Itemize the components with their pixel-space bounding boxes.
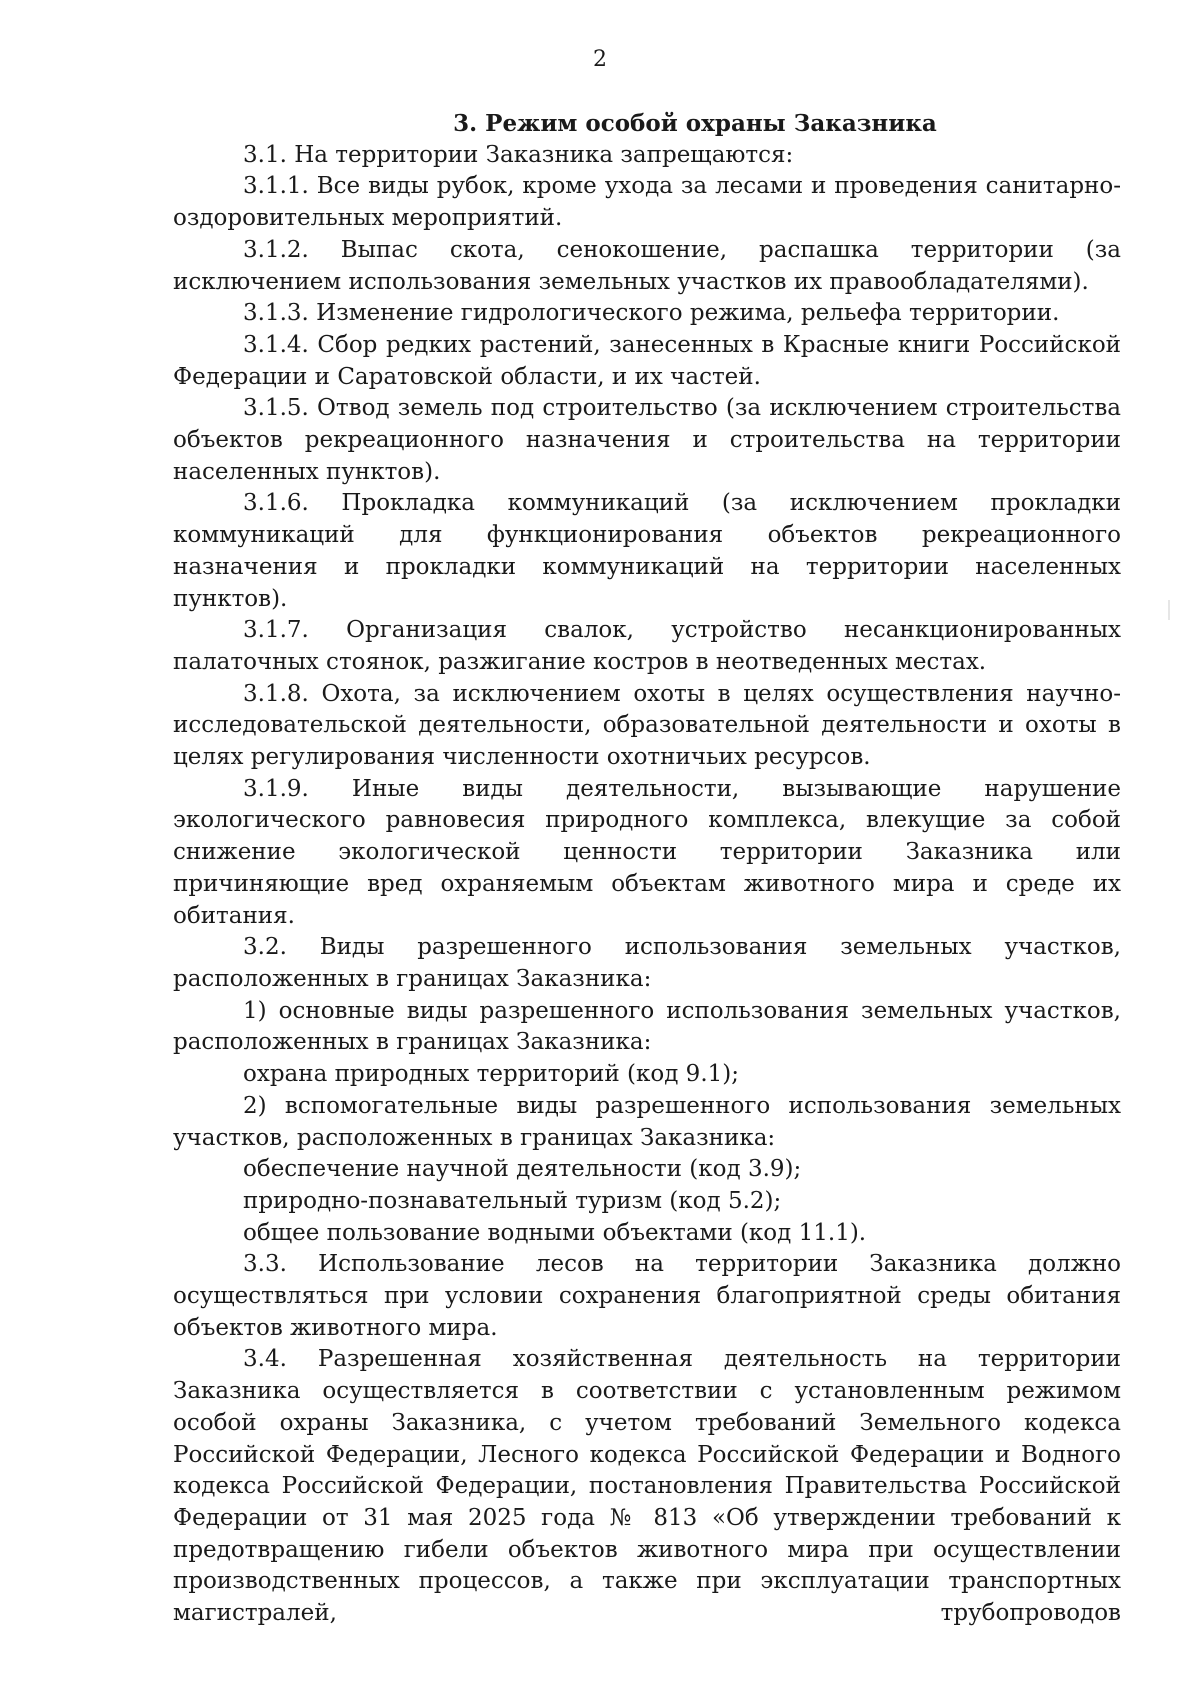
paragraph-3-2: 3.2. Виды разрешенного использования земельных участков, расположенных в границах Заказника: <box>173 934 1121 992</box>
list-entry-nature-tourism: природно-познавательный туризм (код 5.2); <box>243 1187 782 1214</box>
paragraph-3-1-7: 3.1.7. Организация свалок, устройство несанкционированных палаточных стоянок, разжигание костров в неотведенных местах. <box>173 617 1121 675</box>
section-heading: 3. Режим особой охраны Заказника <box>453 110 937 137</box>
paragraph-3-1: 3.1. На территории Заказника запрещаются: <box>243 141 794 168</box>
document-body <box>173 108 1121 1630</box>
paragraph-3-3: 3.3. Использование лесов на территории Заказника должно осуществляться при условии сохранения благоприятной среды обитания объектов животного мира. <box>173 1251 1121 1341</box>
paragraph-3-1-1: 3.1.1. Все виды рубок, кроме ухода за лесами и проведения санитарно-оздоровительных мероприятий. <box>173 173 1121 232</box>
list-entry-water-use: общее пользование водными объектами (код 11.1). <box>243 1219 867 1246</box>
paragraph-3-1-6: 3.1.6. Прокладка коммуникаций (за исключением прокладки коммуникаций для функционирования объектов рекреационного назначения и прокладки коммуникаций на территории населенных пунктов). <box>173 490 1121 612</box>
list-item-auxiliary-uses: 2) вспомогательные виды разрешенного использования земельных участков, расположенных в границах Заказника: <box>173 1092 1121 1151</box>
paragraph-3-1-5: 3.1.5. Отвод земель под строительство (за исключением строительства объектов рекреационного назначения и строительства на территории населенных пунктов). <box>173 395 1121 485</box>
list-entry-scientific-activity: обеспечение научной деятельности (код 3.9); <box>243 1156 802 1183</box>
list-entry-nature-protection: охрана природных территорий (код 9.1); <box>243 1061 739 1088</box>
list-item-main-uses: 1) основные виды разрешенного использования земельных участков, расположенных в границах Заказника: <box>173 997 1121 1056</box>
paragraph-3-1-9: 3.1.9. Иные виды деятельности, вызывающие нарушение экологического равновесия природного комплекса, влекущие за собой снижение экологической ценности территории Заказника или причиняющие вред охраняемым объектам животного мира и среде их обитания. <box>173 775 1121 929</box>
page-number: 2 <box>593 47 607 72</box>
paragraph-3-1-4: 3.1.4. Сбор редких растений, занесенных в Красные книги Российской Федерации и Саратовской области, и их частей. <box>173 331 1121 390</box>
scan-artifact <box>1168 600 1170 620</box>
paragraph-3-1-8: 3.1.8. Охота, за исключением охоты в целях осуществления научно-исследовательской деятельности, образовательной деятельности и охоты в целях регулирования численности охотничьих ресурсов. <box>173 680 1121 771</box>
paragraph-3-1-3: 3.1.3. Изменение гидрологического режима, рельефа территории. <box>243 300 1060 327</box>
paragraph-3-4: 3.4. Разрешенная хозяйственная деятельность на территории Заказника осуществляется в соответствии с установленным режимом особой охраны Заказника, с учетом требований Земельного кодекса Российской Федерации, Лесного кодекса Российской Федерации и Водного кодекса Российской Федерации, постановления Правительства Российской Федерации от 31 мая 2025 года № 813 «Об утверждении требований к предотвращению гибели объектов животного мира при осуществлении производственных процессов, а также при эксплуатации транспортных магистралей, трубопроводов <box>173 1346 1121 1627</box>
paragraph-3-1-2: 3.1.2. Выпас скота, сенокошение, распашка территории (за исключением использования земельных участков их правообладателями). <box>173 236 1121 295</box>
